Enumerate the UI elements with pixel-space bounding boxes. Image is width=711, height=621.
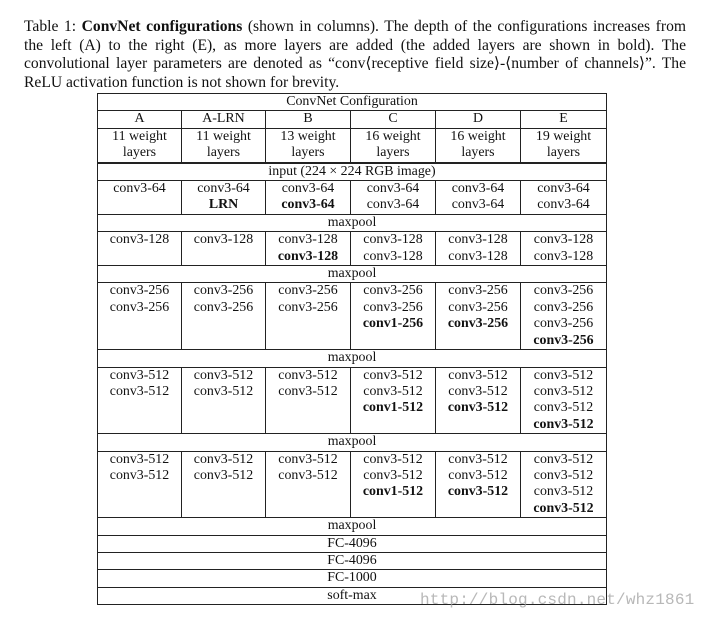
layer-label: conv3-64 bbox=[113, 181, 166, 197]
block-3-col-2 bbox=[266, 367, 351, 434]
layer-label: conv3-128 bbox=[278, 232, 338, 248]
layer-label: conv3-64 bbox=[366, 181, 420, 197]
block-1-col-5 bbox=[521, 232, 607, 266]
layer-label: conv3-512 bbox=[533, 484, 594, 500]
layer-label: conv3-64 bbox=[451, 197, 505, 213]
layer-label: conv1-512 bbox=[362, 484, 424, 500]
layer-label: conv3-512 bbox=[193, 451, 254, 467]
column-depth-label: 19 weight bbox=[535, 128, 592, 144]
column-depth-label: 11 weight bbox=[196, 128, 251, 144]
block-3-col-3 bbox=[351, 367, 436, 434]
column-name-2 bbox=[266, 111, 351, 128]
tail-row-3-label: soft-max bbox=[327, 587, 377, 603]
layer-label: conv3-512 bbox=[533, 383, 594, 399]
column-depth-3 bbox=[351, 128, 436, 162]
column-depth-label: layers bbox=[461, 145, 495, 161]
layer-label: LRN bbox=[208, 197, 239, 213]
layer-label: conv3-128 bbox=[533, 248, 594, 264]
column-name-3 bbox=[351, 111, 436, 128]
table-row bbox=[98, 570, 607, 587]
block-1-col-4 bbox=[436, 232, 521, 266]
layer-label: conv3-128 bbox=[193, 232, 254, 248]
layer-label: conv3-512 bbox=[533, 500, 594, 516]
layer-label: conv3-512 bbox=[193, 367, 254, 383]
table-header bbox=[98, 94, 607, 111]
maxpool-row bbox=[98, 350, 607, 367]
table-row bbox=[98, 552, 607, 569]
layer-label: conv3-512 bbox=[447, 400, 509, 416]
layer-label: conv3-256 bbox=[109, 299, 170, 315]
maxpool-row bbox=[98, 214, 607, 231]
layer-label: conv3-512 bbox=[363, 467, 423, 483]
column-name-label: A bbox=[134, 111, 145, 127]
input-row-label: input (224 × 224 RGB image) bbox=[268, 163, 436, 179]
table-row bbox=[98, 350, 607, 367]
layer-label: conv3-512 bbox=[363, 367, 423, 383]
layer-label: conv3-128 bbox=[448, 248, 508, 264]
layer-label: conv3-256 bbox=[448, 299, 508, 315]
layer-label: conv3-64 bbox=[281, 197, 335, 213]
layer-label: conv3-64 bbox=[281, 181, 335, 197]
table-row bbox=[98, 535, 607, 552]
layer-label: conv3-256 bbox=[448, 283, 508, 299]
layer-label: conv3-512 bbox=[533, 416, 594, 432]
maxpool-row-label: maxpool bbox=[327, 350, 377, 366]
block-0-col-4 bbox=[436, 181, 521, 215]
table-row bbox=[98, 451, 607, 518]
table-row bbox=[98, 434, 607, 451]
table-header-label: ConvNet Configuration bbox=[286, 94, 418, 109]
layer-label: conv3-512 bbox=[533, 467, 594, 483]
layer-label: conv3-128 bbox=[109, 232, 170, 248]
block-2-col-1 bbox=[182, 283, 266, 350]
block-2-col-4 bbox=[436, 283, 521, 350]
block-3-col-4 bbox=[436, 367, 521, 434]
table-row bbox=[98, 367, 607, 434]
tail-row-1-label: FC-4096 bbox=[327, 552, 377, 568]
block-1-col-3 bbox=[351, 232, 436, 266]
column-name-label: D bbox=[472, 111, 484, 127]
block-2-col-2 bbox=[266, 283, 351, 350]
table-row bbox=[98, 163, 607, 181]
column-depth-label: layers bbox=[291, 145, 325, 161]
block-2-col-5 bbox=[521, 283, 607, 350]
column-name-label: A-LRN bbox=[202, 111, 245, 127]
layer-label: conv3-128 bbox=[363, 232, 423, 248]
block-0-col-1 bbox=[182, 181, 266, 215]
block-1-col-2 bbox=[266, 232, 351, 266]
column-depth-label: layers bbox=[206, 145, 241, 161]
block-3-col-1 bbox=[182, 367, 266, 434]
column-depth-5 bbox=[521, 128, 607, 162]
table-row bbox=[98, 232, 607, 266]
column-depth-0 bbox=[98, 128, 182, 162]
layer-label: conv3-128 bbox=[448, 232, 508, 248]
block-2-col-3 bbox=[351, 283, 436, 350]
layer-label: conv3-256 bbox=[447, 316, 509, 332]
layer-label: conv3-64 bbox=[537, 181, 590, 197]
layer-label: conv3-128 bbox=[277, 248, 339, 264]
block-3-col-5 bbox=[521, 367, 607, 434]
column-name-5 bbox=[521, 111, 607, 128]
layer-label: conv3-512 bbox=[533, 451, 594, 467]
caption-text: (shown in columns). The depth of the configurations increases from the left (A) to the right (E), as more layers are added (the added layers are shown in bold). The convolutional layer parameters are denoted as “conv⟨receptive field size⟩-⟨number of channels⟩”. The ReLU activation function is not shown for brevity. bbox=[24, 18, 686, 91]
layer-label: conv3-512 bbox=[363, 451, 423, 467]
table-row bbox=[98, 128, 607, 162]
column-name-4 bbox=[436, 111, 521, 128]
layer-label: conv3-256 bbox=[533, 283, 594, 299]
caption-label: Table 1: bbox=[24, 18, 77, 35]
layer-label: conv3-256 bbox=[533, 316, 594, 332]
block-3-col-0 bbox=[98, 367, 182, 434]
watermark: http://blog.csdn.net/whz1861 bbox=[420, 591, 695, 609]
table-row bbox=[98, 181, 607, 215]
layer-label: conv1-256 bbox=[362, 316, 424, 332]
layer-label: conv3-512 bbox=[193, 467, 254, 483]
layer-label: conv3-256 bbox=[278, 283, 338, 299]
block-4-col-1 bbox=[182, 451, 266, 518]
column-depth-label: layers bbox=[376, 145, 410, 161]
maxpool-row bbox=[98, 518, 607, 535]
block-0-col-2 bbox=[266, 181, 351, 215]
layer-label: conv3-512 bbox=[448, 367, 508, 383]
column-depth-label: 13 weight bbox=[280, 128, 336, 144]
caption-title: ConvNet configurations bbox=[81, 18, 243, 35]
layer-label: conv3-512 bbox=[533, 367, 594, 383]
layer-label: conv3-128 bbox=[533, 232, 594, 248]
layer-label: conv3-512 bbox=[109, 467, 170, 483]
tail-row-0 bbox=[98, 535, 607, 552]
table-row bbox=[98, 214, 607, 231]
layer-label: conv3-512 bbox=[448, 383, 508, 399]
table-row bbox=[98, 94, 607, 111]
column-depth-1 bbox=[182, 128, 266, 162]
layer-label: conv3-512 bbox=[363, 383, 423, 399]
layer-label: conv3-64 bbox=[537, 197, 590, 213]
block-1-col-0 bbox=[98, 232, 182, 266]
column-name-label: E bbox=[559, 111, 568, 127]
layer-label: conv3-256 bbox=[193, 299, 254, 315]
convnet-configuration-table bbox=[97, 93, 607, 605]
maxpool-row-label: maxpool bbox=[327, 266, 377, 282]
layer-label: conv3-256 bbox=[278, 299, 338, 315]
layer-label: conv3-256 bbox=[533, 299, 594, 315]
tail-row-1 bbox=[98, 552, 607, 569]
block-0-col-3 bbox=[351, 181, 436, 215]
maxpool-row-label: maxpool bbox=[327, 214, 377, 230]
column-name-1 bbox=[182, 111, 266, 128]
block-0-col-5 bbox=[521, 181, 607, 215]
layer-label: conv3-256 bbox=[363, 299, 423, 315]
column-name-0 bbox=[98, 111, 182, 128]
table-row bbox=[98, 266, 607, 283]
layer-label: conv3-256 bbox=[193, 283, 254, 299]
column-depth-4 bbox=[436, 128, 521, 162]
block-4-col-2 bbox=[266, 451, 351, 518]
table-row bbox=[98, 518, 607, 535]
column-depth-label: layers bbox=[122, 145, 157, 161]
column-depth-label: layers bbox=[546, 145, 581, 161]
block-4-col-3 bbox=[351, 451, 436, 518]
block-0-col-0 bbox=[98, 181, 182, 215]
tail-row-0-label: FC-4096 bbox=[327, 535, 377, 551]
maxpool-row bbox=[98, 434, 607, 451]
layer-label: conv3-512 bbox=[109, 383, 170, 399]
layer-label: conv3-512 bbox=[448, 467, 508, 483]
layer-label: conv3-512 bbox=[109, 451, 170, 467]
maxpool-row bbox=[98, 266, 607, 283]
table-row bbox=[98, 111, 607, 128]
maxpool-row-label: maxpool bbox=[327, 518, 377, 534]
block-1-col-1 bbox=[182, 232, 266, 266]
tail-row-2 bbox=[98, 570, 607, 587]
block-2-col-0 bbox=[98, 283, 182, 350]
table-row bbox=[98, 283, 607, 350]
layer-label: conv3-64 bbox=[451, 181, 505, 197]
layer-label: conv3-512 bbox=[109, 367, 170, 383]
layer-label: conv3-256 bbox=[109, 283, 170, 299]
column-depth-label: 16 weight bbox=[450, 128, 506, 144]
layer-label: conv3-512 bbox=[533, 400, 594, 416]
layer-label: conv3-512 bbox=[448, 451, 508, 467]
column-name-label: B bbox=[303, 111, 313, 127]
layer-label: conv3-128 bbox=[363, 248, 423, 264]
layer-label: conv3-512 bbox=[447, 484, 509, 500]
column-depth-label: 16 weight bbox=[365, 128, 421, 144]
tail-row-2-label: FC-1000 bbox=[327, 570, 377, 586]
layer-label: conv3-256 bbox=[363, 283, 423, 299]
column-depth-2 bbox=[266, 128, 351, 162]
layer-label: conv3-512 bbox=[278, 467, 338, 483]
layer-label: conv3-256 bbox=[533, 332, 594, 348]
column-name-label: C bbox=[388, 111, 398, 127]
layer-label: conv3-512 bbox=[278, 383, 338, 399]
column-depth-label: 11 weight bbox=[112, 128, 167, 144]
layer-label: conv3-64 bbox=[366, 197, 420, 213]
layer-label: conv3-512 bbox=[278, 451, 338, 467]
block-4-col-5 bbox=[521, 451, 607, 518]
layer-label: conv1-512 bbox=[362, 400, 424, 416]
table-caption bbox=[24, 18, 686, 92]
layer-label: conv3-512 bbox=[193, 383, 254, 399]
maxpool-row-label: maxpool bbox=[327, 434, 377, 450]
layer-label: conv3-64 bbox=[197, 181, 250, 197]
block-4-col-0 bbox=[98, 451, 182, 518]
block-4-col-4 bbox=[436, 451, 521, 518]
input-row bbox=[98, 163, 607, 181]
layer-label: conv3-512 bbox=[278, 367, 338, 383]
